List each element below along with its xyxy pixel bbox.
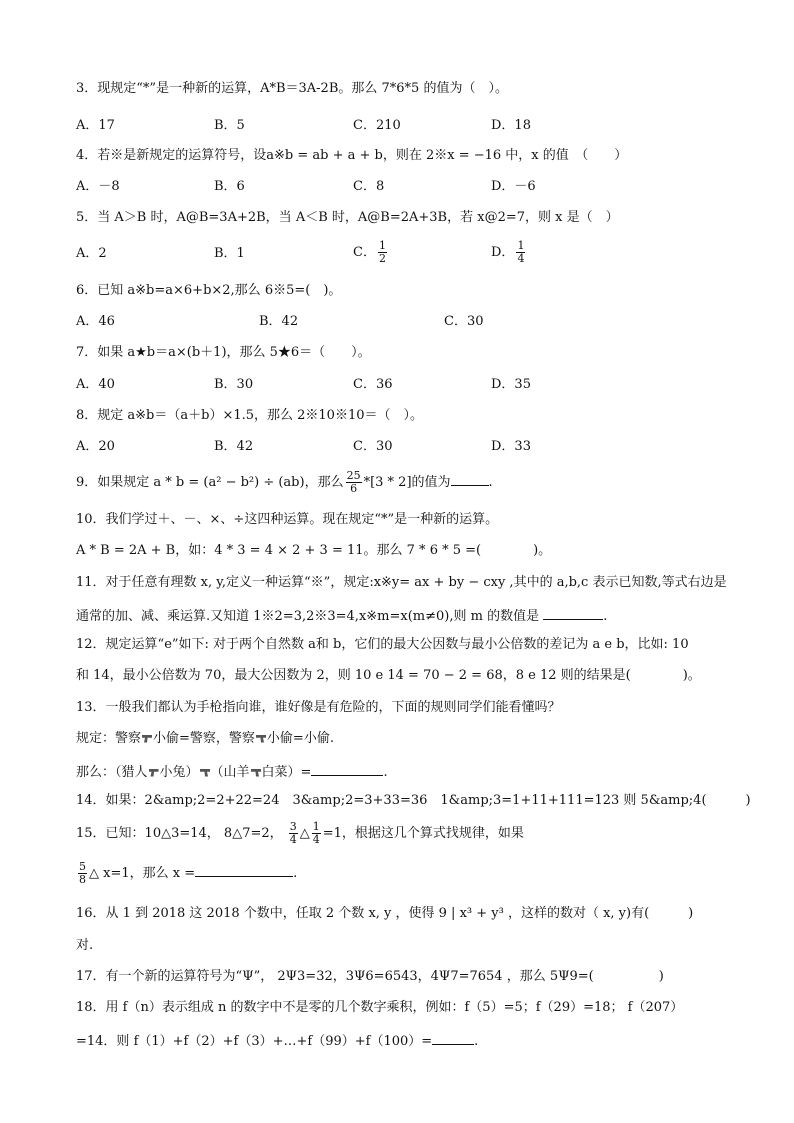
pistol-icon (256, 735, 266, 743)
question-9: 9．如果规定 a * b = (a² − b²) ÷ (ab)，那么 $\frac{25}{6}$ *[3 * 2]的值为 . (76, 469, 493, 495)
answer-blank (195, 862, 293, 877)
fraction: $\frac{1}{4}$ (312, 820, 320, 846)
question-17: 17．有一个新的运算符号为“Ψ”， 2Ψ3=32，3Ψ6=6543，4Ψ7=7654 ，那么 5Ψ9=( ) (76, 969, 664, 984)
answer-blank (432, 1030, 474, 1045)
question-10-line-1: 10．我们学过＋、－、×、÷这四种运算。现在规定“*”是一种新的运算。 (76, 512, 499, 527)
pistol-icon (251, 769, 261, 777)
question-15-line-2: $\frac{5}{8}$ △ x=1，那么 x = . (79, 860, 298, 886)
q7-option-b: B．30 (214, 377, 254, 392)
question-4-stem: 4．若※是新规定的运算符号，设a※b = ab + a + b，则在 2※x = −16 中，x 的值 （ ） (76, 148, 628, 163)
fraction: $\frac{5}{8}$ (79, 860, 86, 886)
q5-option-a: A．2 (76, 246, 107, 261)
question-18-line-1: 18．用 f（n）表示组成 n 的数字中不是零的几个数字乘积，例如：f（5）=5；f（29）=18； f（207） (76, 1000, 684, 1015)
q6-option-c: C．30 (444, 314, 484, 329)
q8-option-b: B．42 (214, 439, 254, 454)
q3-option-b: B．5 (214, 118, 245, 133)
fraction: $\frac{25}{6}$ (346, 469, 361, 495)
question-8-stem: 8．规定 a※b＝（a＋b）×1.5，那么 2※10※10＝（ ）。 (76, 408, 423, 423)
q8-option-a: A．20 (76, 439, 115, 454)
question-11-line-2: 通常的加、减、乘运算.又知道 1※2=3,2※3=4,x※m=x(m≠0),则 m 的数值是 . (76, 605, 607, 626)
question-15-line-1: 15．已知：10△3=14， 8△7=2， $\frac{3}{4}$ △ $\frac{1}{4}$ =1，根据这几个算式找规律，如果 (76, 820, 524, 846)
q3-option-d: D．18 (491, 118, 531, 133)
pistol-icon (142, 735, 152, 743)
question-12-line-1: 12．规定运算“e”如下: 对于两个自然数 a和 b，它们的最大公因数与最小公倍数的差记为 a e b，比如: 10 (76, 637, 689, 652)
q5-option-c: C． $\frac{1}{2}$ (353, 239, 386, 265)
q3-option-c: C．210 (353, 118, 401, 133)
fraction: $\frac{1}{4}$ (517, 239, 525, 265)
pistol-icon (149, 769, 159, 777)
question-13-line-2: 规定：警察 小偷=警察，警察 小偷=小偷. (76, 731, 334, 746)
question-14: 14．如果：2&amp;2=2+22=24 3&amp;2=3+33=36 1&amp;3=1+11+111=123 则 5&amp;4( ) (76, 793, 751, 808)
question-16-line-2: 对. (76, 938, 94, 953)
question-18-line-2: =14．则 f（1）+f（2）+f（3）+…+f（99）+f（100）= . (76, 1030, 478, 1051)
q4-option-b: B．6 (214, 179, 245, 194)
q5-option-b: B．1 (214, 246, 245, 261)
q4-option-d: D．－6 (491, 179, 536, 194)
question-11-line-1: 11．对于任意有理数 x, y,定义一种运算“※”，规定:x※y= ax + by − cxy ,其中的 a,b,c 表示已知数,等式右边是 (76, 575, 727, 590)
q8-option-d: D．33 (491, 439, 531, 454)
q7-option-a: A．40 (76, 377, 115, 392)
question-6-stem: 6．已知 a※b=a×6+b×2,那么 6※5=( )。 (76, 283, 342, 298)
q7-option-c: C．36 (353, 377, 393, 392)
question-13-line-3: 那么：（猎人 小兔） （山羊 白菜）= . (76, 761, 388, 782)
question-13-line-1: 13．一般我们都认为手枪指向谁，谁好像是有危险的，下面的规则同学们能看懂吗？ (76, 700, 561, 715)
q3-option-a: A．17 (76, 118, 115, 133)
pistol-icon (200, 769, 210, 777)
q6-option-b: B．42 (259, 314, 299, 329)
fraction: $\frac{3}{4}$ (289, 820, 297, 846)
fraction: $\frac{1}{2}$ (378, 239, 386, 265)
question-10-line-2: A * B = 2A + B，如：4 * 3 = 4 × 2 + 3 = 11。那么 7 * 6 * 5 =( )。 (76, 543, 552, 558)
q7-option-d: D．35 (491, 377, 531, 392)
answer-blank (451, 471, 489, 486)
question-3-stem: 3．现规定“*”是一种新的运算，A*B＝3A-2B。那么 7*6*5 的值为（ ）。 (76, 81, 508, 96)
answer-blank (543, 605, 603, 620)
q8-option-c: C．30 (353, 439, 393, 454)
question-12-line-2: 和 14，最小公倍数为 70，最大公因数为 2，则 10 e 14 = 70 − 2 = 68，8 e 12 则的结果是( )。 (76, 668, 701, 683)
question-7-stem: 7．如果 a★b＝a×(b＋1)，那么 5★6＝（ ）。 (76, 345, 371, 360)
q4-option-c: C．8 (353, 179, 385, 194)
q6-option-a: A．46 (76, 314, 115, 329)
answer-blank (311, 761, 383, 776)
q4-option-a: A．－8 (76, 179, 120, 194)
q5-option-d: D． $\frac{1}{4}$ (491, 239, 525, 265)
question-5-stem: 5．当 A＞B 时，A@B=3A+2B，当 A＜B 时，A@B=2A+3B，若 x@2=7，则 x 是（ ） (76, 210, 619, 225)
question-16-line-1: 16．从 1 到 2018 这 2018 个数中，任取 2 个数 x, y ，使得 9 | x³ + y³ ，这样的数对（ x, y)有( ) (76, 906, 694, 921)
